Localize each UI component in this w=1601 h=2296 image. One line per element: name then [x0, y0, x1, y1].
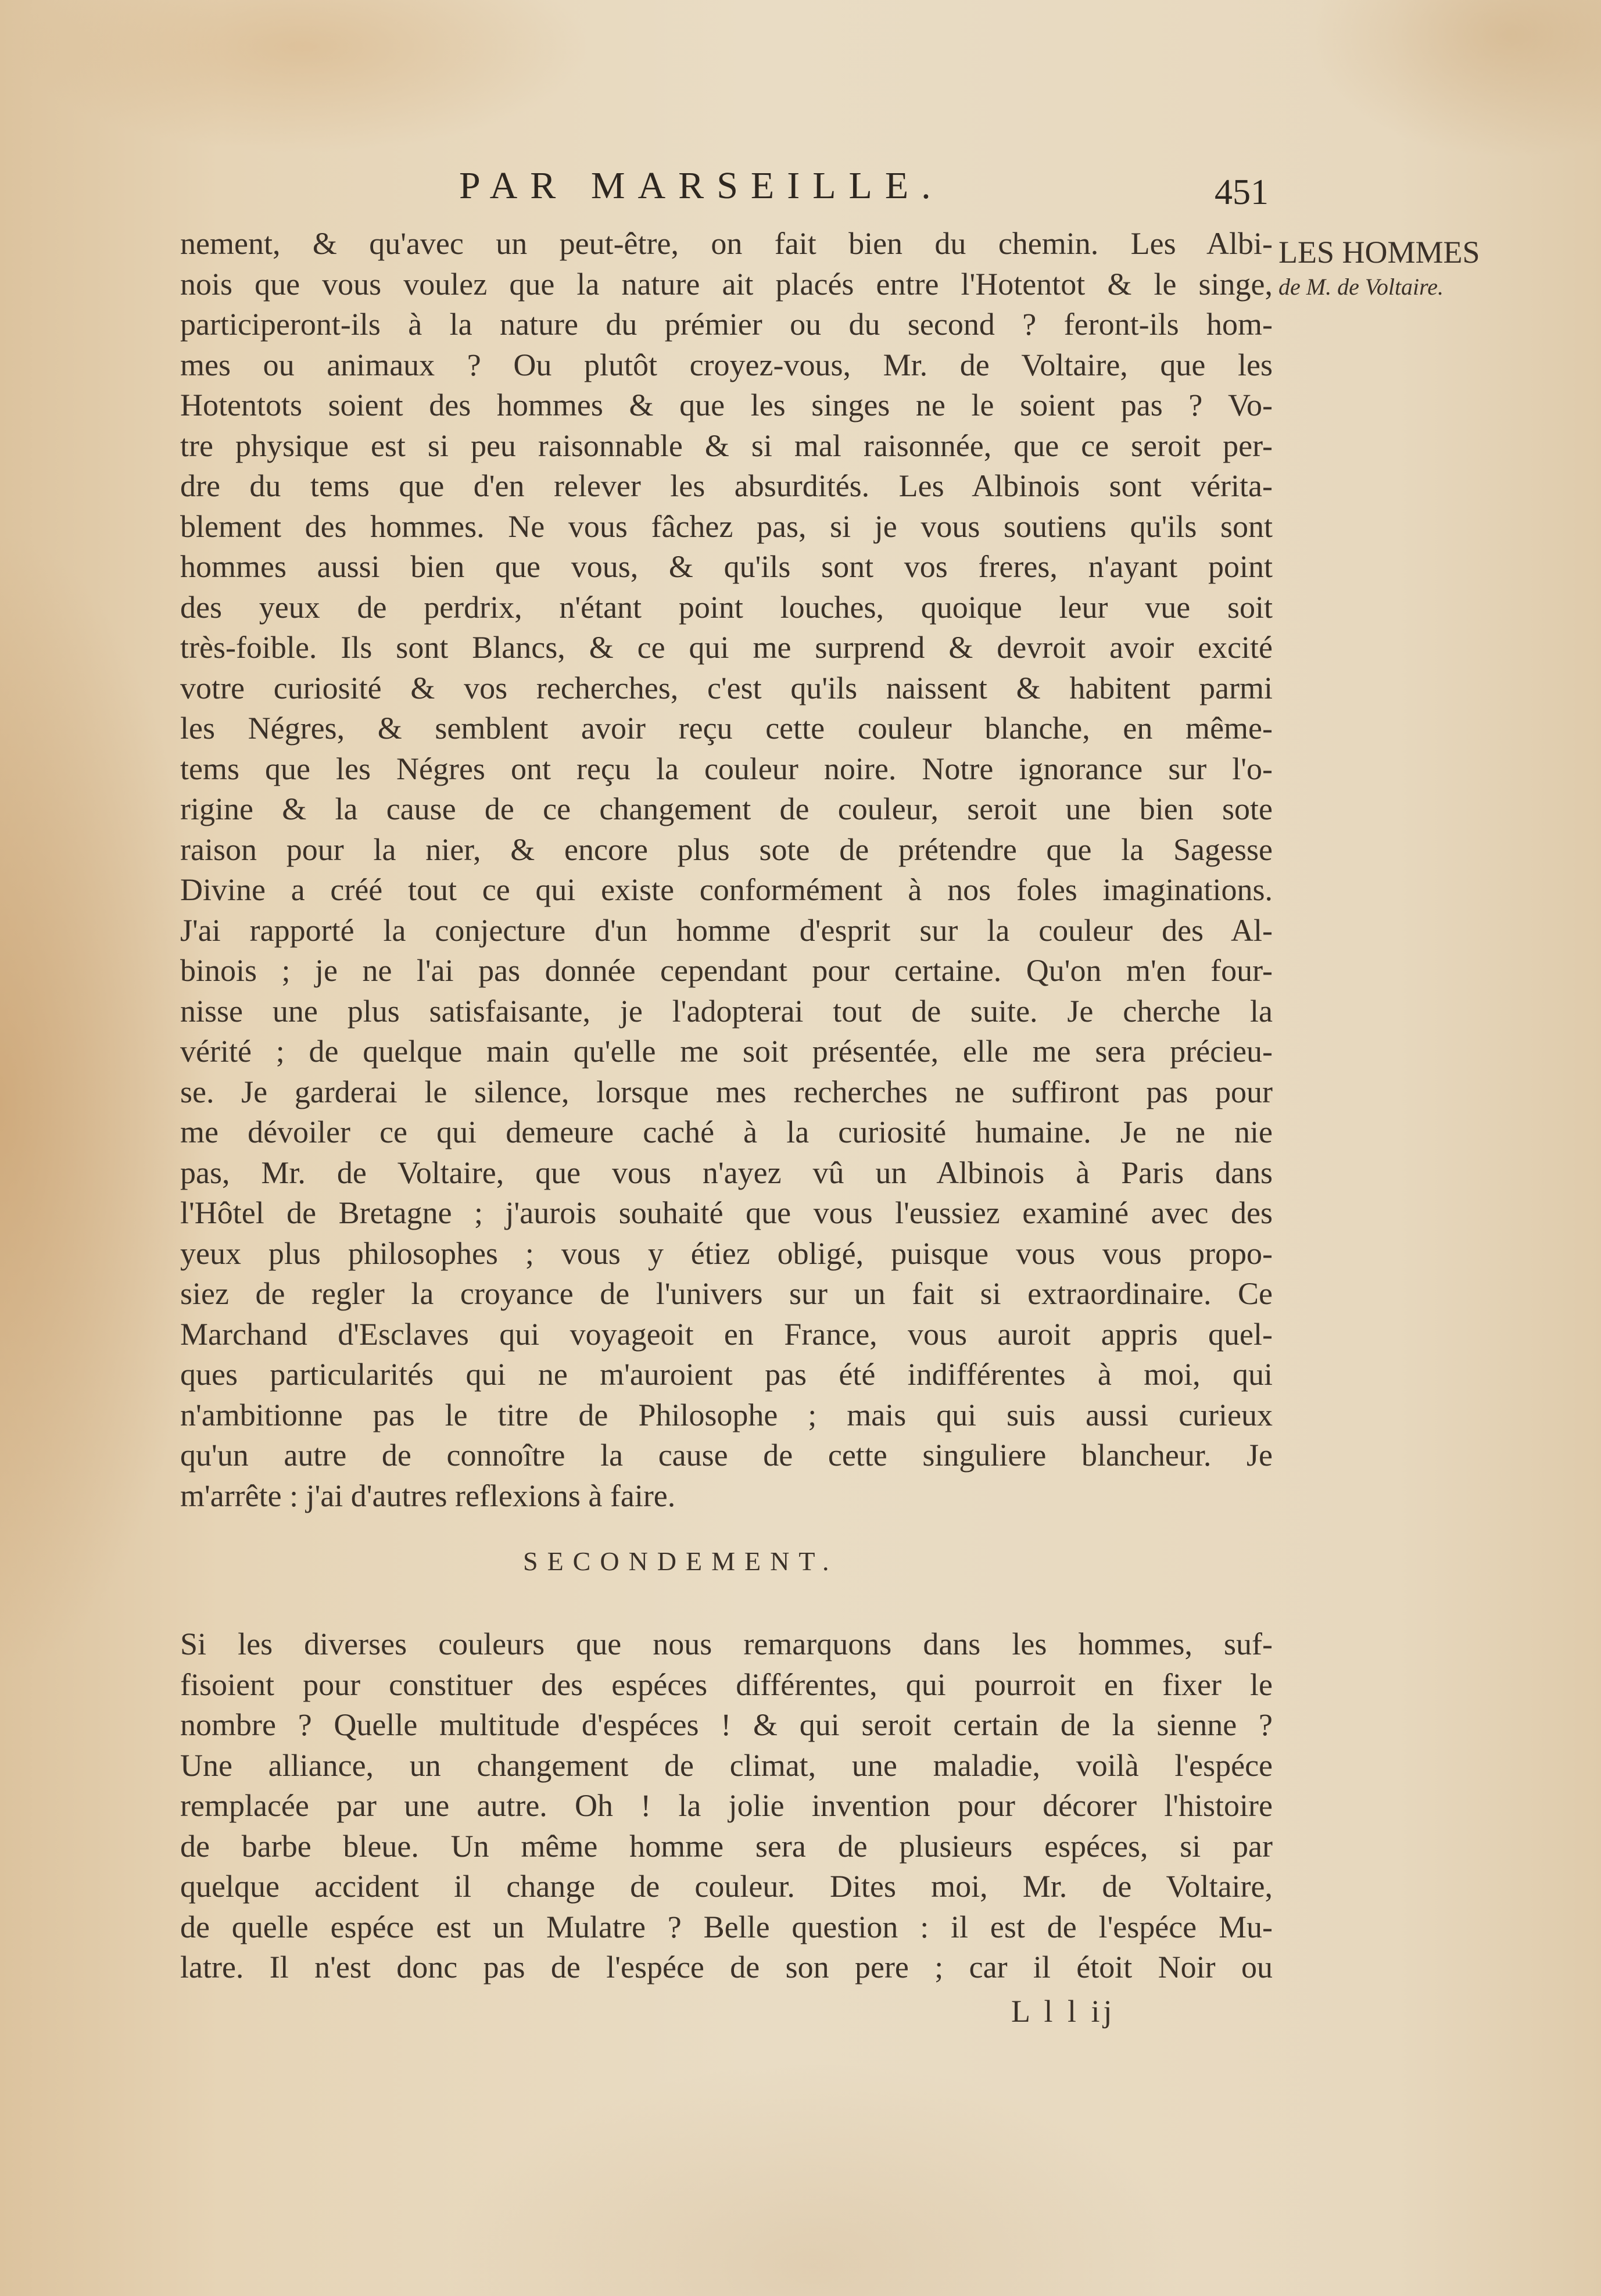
text-line: yeux plus philosophes ; vous y étiez obligé, puisque vous vous propo-: [180, 1235, 1273, 1271]
text-line: nois que vous voulez que la nature ait placés entre l'Hotentot & le singe,: [180, 266, 1273, 302]
text-line: l'Hôtel de Bretagne ; j'aurois souhaité que vous l'eussiez examiné avec des: [180, 1195, 1273, 1230]
text-line: des yeux de perdrix, n'étant point louches, quoique leur vue soit: [180, 589, 1273, 625]
text-line: remplacée par une autre. Oh ! la jolie invention pour décorer l'histoire: [180, 1788, 1273, 1823]
text-line: Divine a créé tout ce qui existe conformément à nos foles imaginations.: [180, 872, 1273, 907]
text-line: me dévoiler ce qui demeure caché à la curiosité humaine. Je ne nie: [180, 1115, 1273, 1149]
text-line: Une alliance, un changement de climat, une maladie, voilà l'espéce: [180, 1747, 1273, 1783]
text-line: les Négres, & semblent avoir reçu cette couleur blanche, en même-: [180, 711, 1273, 746]
text-line: nement, & qu'avec un peut-être, on fait bien du chemin. Les Albi-: [180, 226, 1273, 261]
text-line: vérité ; de quelque main qu'elle me soit présentée, elle me sera précieu-: [180, 1034, 1273, 1069]
page-number: 451: [1215, 173, 1269, 212]
text-line: m'arrête : j'ai d'autres reflexions à faire.: [180, 1478, 676, 1513]
paragraph-1: [180, 224, 1273, 1516]
text-line: dre du tems que d'en relever les absurdités. Les Albinois sont vérita-: [180, 468, 1273, 503]
paragraph-2: [180, 1624, 1273, 1988]
marginal-note-title: LES HOMMES: [1278, 235, 1480, 270]
text-line: binois ; je ne l'ai pas donnée cependant pour certaine. Qu'on m'en four-: [180, 953, 1273, 988]
text-line: tre physique est si peu raisonnable & si mal raisonnée, que ce seroit per-: [180, 428, 1273, 463]
text-line: Si les diverses couleurs que nous remarquons dans les hommes, suf-: [180, 1627, 1273, 1661]
text-line: tems que les Négres ont reçu la couleur noire. Notre ignorance sur l'o-: [180, 751, 1273, 786]
text-line: de quelle espéce est un Mulatre ? Belle question : il est de l'espéce Mu-: [180, 1909, 1273, 1944]
text-line: se. Je garderai le silence, lorsque mes recherches ne suffiront pas pour: [180, 1074, 1273, 1109]
text-line: siez de regler la croyance de l'univers sur un fait si extraordinaire. Ce: [180, 1276, 1273, 1311]
text-line: mes ou animaux ? Ou plutôt croyez-vous, Mr. de Voltaire, que les: [180, 347, 1273, 382]
signature-mark: L l l ij: [1011, 1994, 1116, 2029]
text-line: Hotentots soient des hommes & que les singes ne le soient pas ? Vo-: [180, 388, 1273, 422]
text-line: raison pour la nier, & encore plus sote de prétendre que la Sagesse: [180, 832, 1273, 867]
text-line: blement des hommes. Ne vous fâchez pas, si je vous soutiens qu'ils sont: [180, 508, 1273, 544]
text-line: nombre ? Quelle multitude d'espéces ! & qui seroit certain de la sienne ?: [180, 1707, 1273, 1742]
marginal-note-subtitle: de M. de Voltaire.: [1278, 274, 1444, 300]
text-line: hommes aussi bien que vous, & qu'ils sont vos freres, n'ayant point: [180, 549, 1273, 584]
text-line: rigine & la cause de ce changement de couleur, seroit une bien sote: [180, 791, 1273, 826]
text-line: fisoient pour constituer des espéces différentes, qui pourroit en fixer le: [180, 1667, 1273, 1702]
text-line: qu'un autre de connoître la cause de cette singuliere blancheur. Je: [180, 1438, 1273, 1473]
text-line: n'ambitionne pas le titre de Philosophe ; mais qui suis aussi curieux: [180, 1397, 1273, 1432]
text-line: votre curiosité & vos recherches, c'est qu'ils naissent & habitent parmi: [180, 670, 1273, 705]
text-line: ques particularités qui ne m'auroient pas été indifférentes à moi, qui: [180, 1357, 1273, 1392]
text-line: participeront-ils à la nature du prémier ou du second ? feront-ils hom-: [180, 307, 1273, 342]
text-line: Marchand d'Esclaves qui voyageoit en France, vous auroit appris quel-: [180, 1316, 1273, 1352]
text-line: quelque accident il change de couleur. Dites moi, Mr. de Voltaire,: [180, 1869, 1273, 1904]
text-line: très-foible. Ils sont Blancs, & ce qui me surprend & devroit avoir excité: [180, 630, 1273, 665]
text-line: pas, Mr. de Voltaire, que vous n'ayez vû un Albinois à Paris dans: [180, 1155, 1273, 1190]
marginal-note: [1278, 235, 1534, 305]
text-line: J'ai rapporté la conjecture d'un homme d'esprit sur la couleur des Al-: [180, 912, 1273, 948]
text-line: latre. Il n'est donc pas de l'espéce de son pere ; car il étoit Noir ou: [180, 1950, 1273, 1985]
text-line: de barbe bleue. Un même homme sera de plusieurs espéces, si par: [180, 1828, 1273, 1864]
text-line: nisse une plus satisfaisante, je l'adopterai tout de suite. Je cherche la: [180, 993, 1273, 1029]
section-heading: SECONDEMENT.: [523, 1546, 839, 1576]
running-head: PAR MARSEILLE.: [459, 164, 944, 207]
